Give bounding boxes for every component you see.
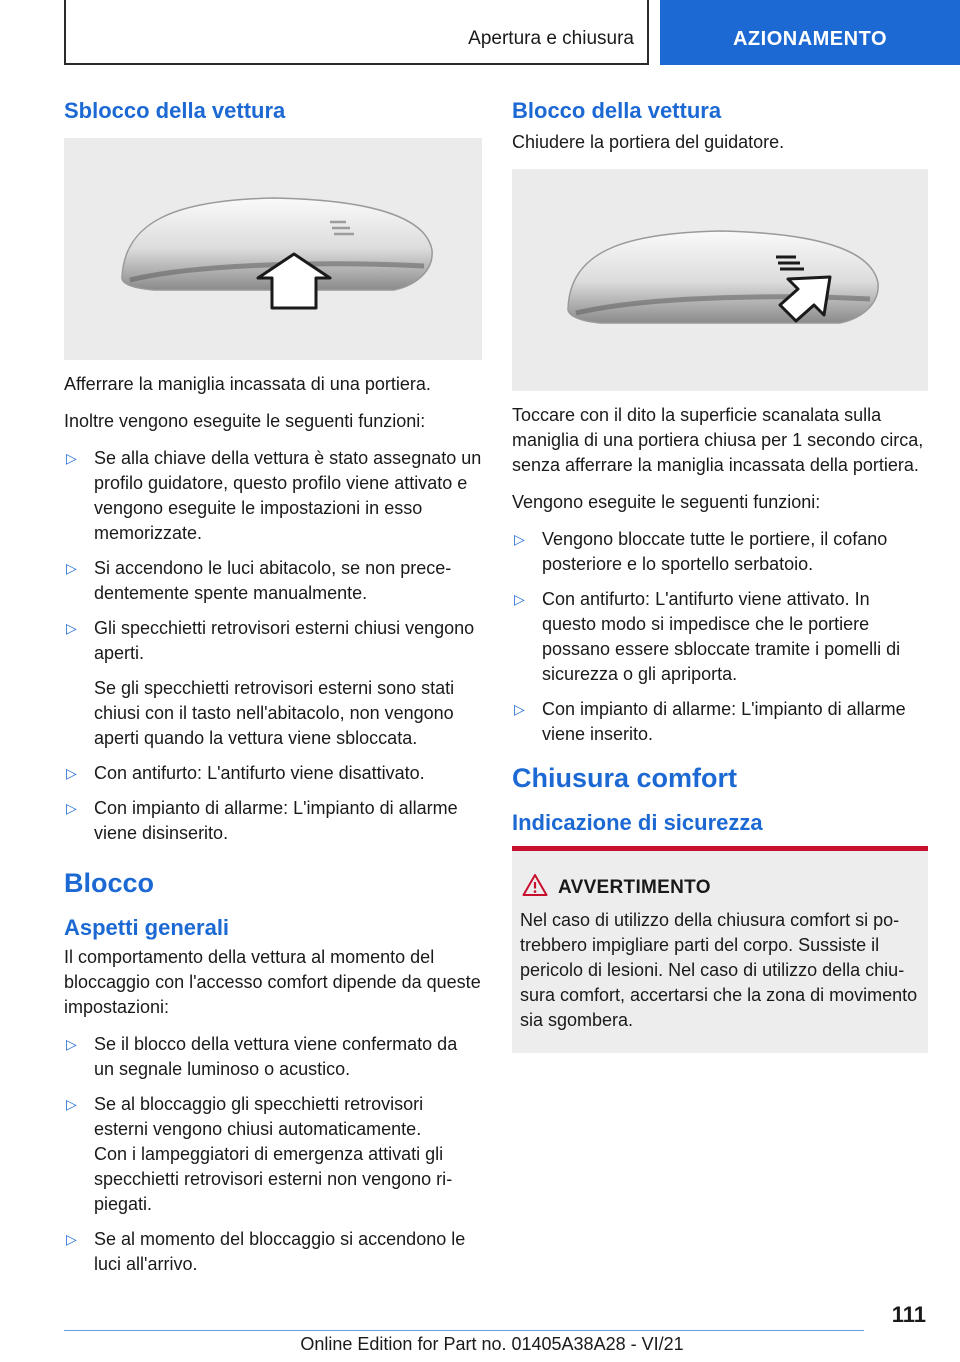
bullet-triangle-icon: ▷ — [514, 701, 525, 717]
lock-paragraph-1: Toccare con il dito la superficie scanalata sulla maniglia di una portiera chiusa per 1 secondo circa, senza afferrare la maniglia incassata della portiera. — [512, 405, 924, 475]
footer-edition: Online Edition for Part no. 01405A38A28 - VI/21 — [300, 1334, 684, 1354]
door-handle-unlock-image — [64, 138, 482, 360]
heading-comfort: Chiusura comfort — [512, 763, 738, 793]
unlock-paragraph-2: Inoltre vengono eseguite le seguenti funzioni: — [64, 411, 426, 431]
unlock-list — [64, 446, 482, 846]
lock-paragraph-0: Chiudere la portiera del guidatore. — [512, 132, 785, 152]
header-divider-right — [647, 0, 649, 65]
warning-header — [520, 873, 920, 902]
bullet-triangle-icon: ▷ — [66, 1096, 77, 1112]
warning-box — [512, 846, 928, 1053]
chapter-tab[interactable]: AZIONAMENTO — [660, 0, 960, 65]
bullet-triangle-icon: ▷ — [66, 620, 77, 636]
header-rule — [64, 63, 647, 65]
warning-text: Nel caso di utilizzo della chiusura comfort si potrebbero impigliare parti del corpo. Sussiste il pericolo di lesioni. Nel caso di utilizzo della chiusura comfort, accertarsi che la zona di movimento sia sgombera. — [520, 910, 918, 1030]
general-list — [64, 1032, 482, 1277]
heading-safety: Indicazione di sicurezza — [512, 810, 763, 835]
heading-unlock: Sblocco della vettura — [64, 98, 286, 123]
page-number: 111 — [891, 1302, 926, 1327]
list-item: ▷ Se al momento del bloccaggio si accendono le luci all'arrivo. — [66, 1229, 466, 1274]
list-item: ▷ Con antifurto: L'antifurto viene disattivato. — [64, 761, 482, 786]
list-item-note: Se gli specchietti retrovisori esterni sono stati chiusi con il tasto nell'abitacolo, non vengono aperti quando la vettura viene sbloccata. — [94, 678, 455, 748]
heading-lock: Blocco della vettura — [512, 98, 722, 123]
list-item-note: Con i lampeggiatori di emergenza attivati gli specchietti retrovisori esterni non vengono ripiegati. — [94, 1144, 453, 1214]
list-item: ▷ Si accendono le luci abitacolo, se non precedentemente spente manualmente. — [66, 558, 452, 603]
unlock-paragraph-1: Afferrare la maniglia incassata di una portiera. — [64, 374, 431, 394]
heading-block: Blocco — [64, 868, 155, 898]
door-handle-lock-image — [512, 169, 928, 391]
list-item: ▷ Se al bloccaggio gli specchietti retrovisori esterni vengono chiusi automaticamente. Con i lampeggiatori di emergenza attivati gli specchietti retrovisori esterni non vengono ripiegati. — [64, 1092, 482, 1217]
lock-paragraph-2: Vengono eseguite le seguenti funzioni: — [512, 492, 821, 512]
bullet-triangle-icon: ▷ — [66, 765, 77, 781]
header-divider-left — [64, 0, 66, 65]
bullet-triangle-icon: ▷ — [66, 450, 77, 466]
bullet-triangle-icon: ▷ — [66, 560, 77, 576]
bullet-triangle-icon: ▷ — [66, 1036, 77, 1052]
heading-general: Aspetti generali — [64, 915, 230, 940]
warning-triangle-icon — [522, 873, 548, 902]
list-item: ▷ Se alla chiave della vettura è stato assegnato un profilo guidatore, questo profilo viene attivato e vengono eseguite le impostazioni in esso memorizzate. — [66, 448, 482, 543]
header-section-title: Apertura e chiusura — [468, 28, 634, 49]
list-item: ▷ Con antifurto: L'antifurto viene attivato. In questo modo si impedisce che le portiere possano essere sbloccate tramite i pomelli di sicurezza o gli apriporta. — [514, 589, 901, 684]
right-column — [512, 98, 928, 1053]
bullet-triangle-icon: ▷ — [514, 591, 525, 607]
bullet-triangle-icon: ▷ — [66, 1231, 77, 1247]
list-item: ▷ Gli specchietti retrovisori esterni chiusi vengono aperti. Se gli specchietti retrovisori esterni sono stati chiusi con il tasto nell'abitacolo, non vengono aperti quando la vettura viene sbloccata. — [64, 616, 482, 751]
list-item: ▷ Con impianto di allarme: L'impianto di allarme viene disinserito. — [66, 798, 458, 843]
list-item: ▷ Se il blocco della vettura viene confermato da un segnale luminoso o acustico. — [66, 1034, 458, 1079]
footer-rule — [64, 1330, 864, 1331]
list-item: ▷ Con impianto di allarme: L'impianto di allarme viene inserito. — [514, 699, 906, 744]
warning-title: AVVERTIMENTO — [558, 876, 711, 898]
list-item: ▷ Vengono bloccate tutte le portiere, il cofano posteriore e lo sportello serbatoio. — [514, 529, 888, 574]
lock-list — [512, 527, 928, 747]
left-column — [64, 98, 482, 1287]
bullet-triangle-icon: ▷ — [514, 531, 525, 547]
bullet-triangle-icon: ▷ — [66, 800, 77, 816]
general-paragraph: Il comportamento della vettura al momento del bloccaggio con l'accesso comfort dipende da queste impostazioni: — [64, 947, 481, 1017]
